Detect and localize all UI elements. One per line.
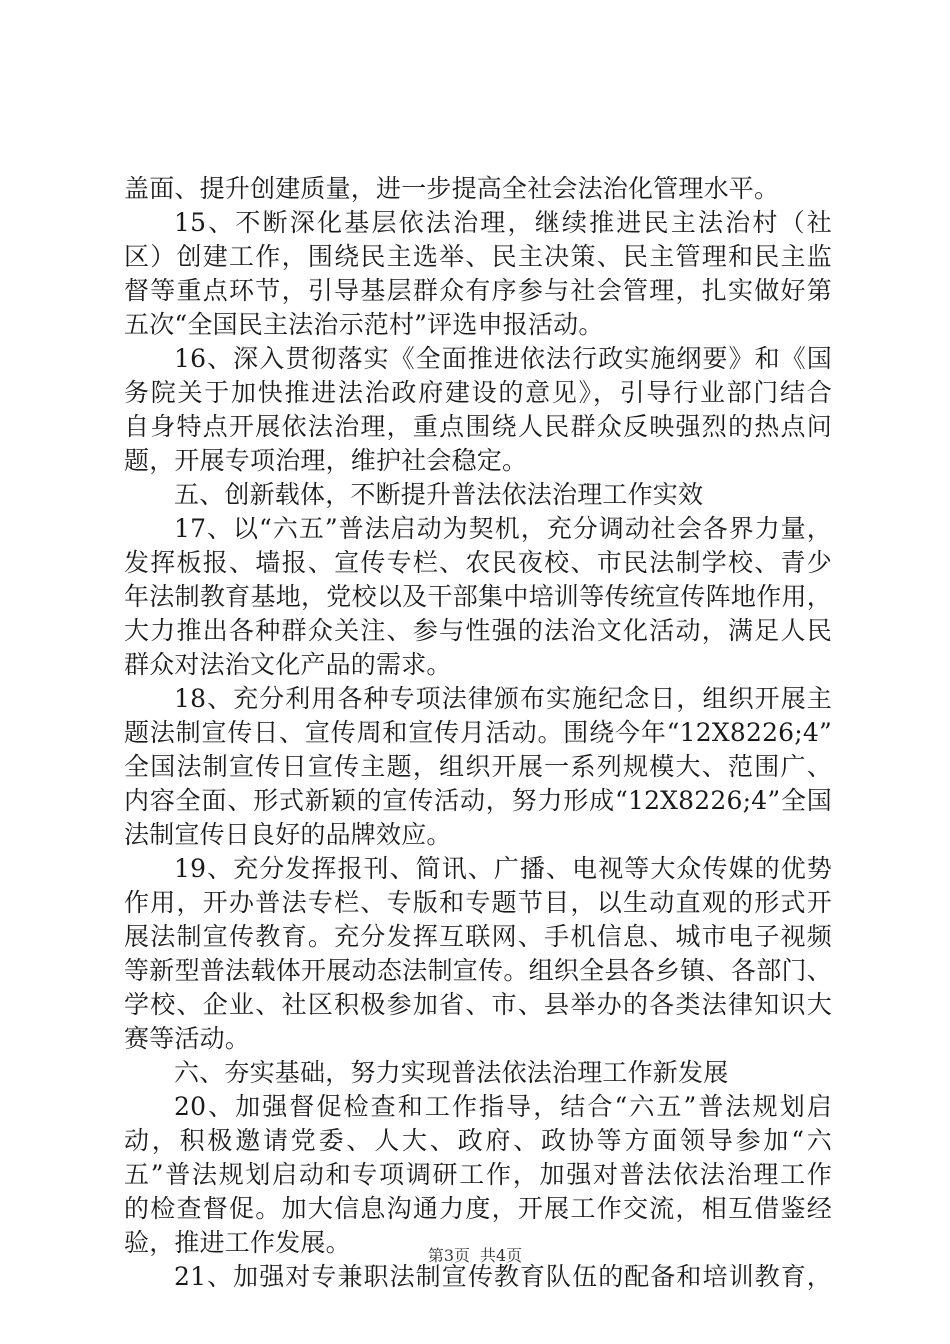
text-line: 五次“全国民主法治示范村”评选申报活动。 <box>124 310 604 339</box>
text-line: 自身特点开展依法治理，重点围绕人民群众反映强烈的热点问 <box>124 412 832 441</box>
text-line: 的检查督促。加大信息沟通力度，开展工作交流，相互借鉴经 <box>124 1194 832 1223</box>
text-line: 全国法制宣传日宣传主题，组织开展一系列规模大、范围广、 <box>124 752 832 781</box>
text-line: 盖面、提升创建质量，进一步提高全社会法治化管理水平。 <box>124 174 780 203</box>
text-line: 题，开展专项治理，维护社会稳定。 <box>124 446 528 475</box>
text-line: 题法制宣传日、宣传周和宣传月活动。围绕今年“12X8226;4” <box>124 718 832 747</box>
text-line: 作用，开办普法专栏、专版和专题节目，以生动直观的形式开 <box>124 888 832 917</box>
text-line: 动，积极邀请党委、人大、政府、政协等方面领导参加“六 <box>124 1126 832 1155</box>
text-line: 16、深入贯彻落实《全面推进依法行政实施纲要》和《国 <box>174 344 832 373</box>
text-line: 学校、企业、社区积极参加省、市、县举办的各类法律知识大 <box>124 990 832 1019</box>
text-line: 五、创新载体，不断提升普法依法治理工作实效 <box>174 480 704 509</box>
text-line: 20、加强督促检查和工作指导，结合“六五”普法规划启 <box>174 1092 832 1121</box>
text-line: 督等重点环节，引导基层群众有序参与社会管理，扎实做好第 <box>124 276 832 305</box>
text-line: 等新型普法载体开展动态法制宣传。组织全县各乡镇、各部门、 <box>124 956 832 985</box>
text-line: 赛等活动。 <box>124 1024 251 1053</box>
text-line: 21、加强对专兼职法制宣传教育队伍的配备和培训教育， <box>174 1262 832 1291</box>
text-line: 年法制教育基地，党校以及干部集中培训等传统宣传阵地作用， <box>124 582 832 611</box>
text-line: 发挥板报、墙报、宣传专栏、农民夜校、市民法制学校、青少 <box>124 548 832 577</box>
text-line: 区）创建工作，围绕民主选举、民主决策、民主管理和民主监 <box>124 242 832 271</box>
document-body <box>124 172 832 1294</box>
page-number: 第3页 <box>427 1246 470 1265</box>
text-line: 五”普法规划启动和专项调研工作，加强对普法依法治理工作 <box>124 1160 832 1189</box>
page-total: 共4页 <box>480 1246 523 1265</box>
text-line: 展法制宣传教育。充分发挥互联网、手机信息、城市电子视频 <box>124 922 832 951</box>
text-line: 17、以“六五”普法启动为契机，充分调动社会各界力量， <box>174 514 832 543</box>
text-line: 群众对法治文化产品的需求。 <box>124 650 452 679</box>
text-line: 大力推出各种群众关注、参与性强的法治文化活动，满足人民 <box>124 616 832 645</box>
text-line: 内容全面、形式新颖的宣传活动，努力形成“12X8226;4”全国 <box>124 786 832 815</box>
text-line: 法制宣传日良好的品牌效应。 <box>124 820 452 849</box>
text-line: 19、充分发挥报刊、简讯、广播、电视等大众传媒的优势 <box>174 854 832 883</box>
text-line: 六、夯实基础，努力实现普法依法治理工作新发展 <box>174 1058 729 1087</box>
text-line: 务院关于加快推进法治政府建设的意见》，引导行业部门结合 <box>124 378 832 407</box>
text-line: 18、充分利用各种专项法律颁布实施纪念日，组织开展主 <box>174 684 832 713</box>
text-line: 15、不断深化基层依法治理，继续推进民主法治村（社 <box>174 208 832 237</box>
page-footer <box>0 1243 950 1266</box>
text-line: 验，推进工作发展。 <box>124 1228 351 1257</box>
